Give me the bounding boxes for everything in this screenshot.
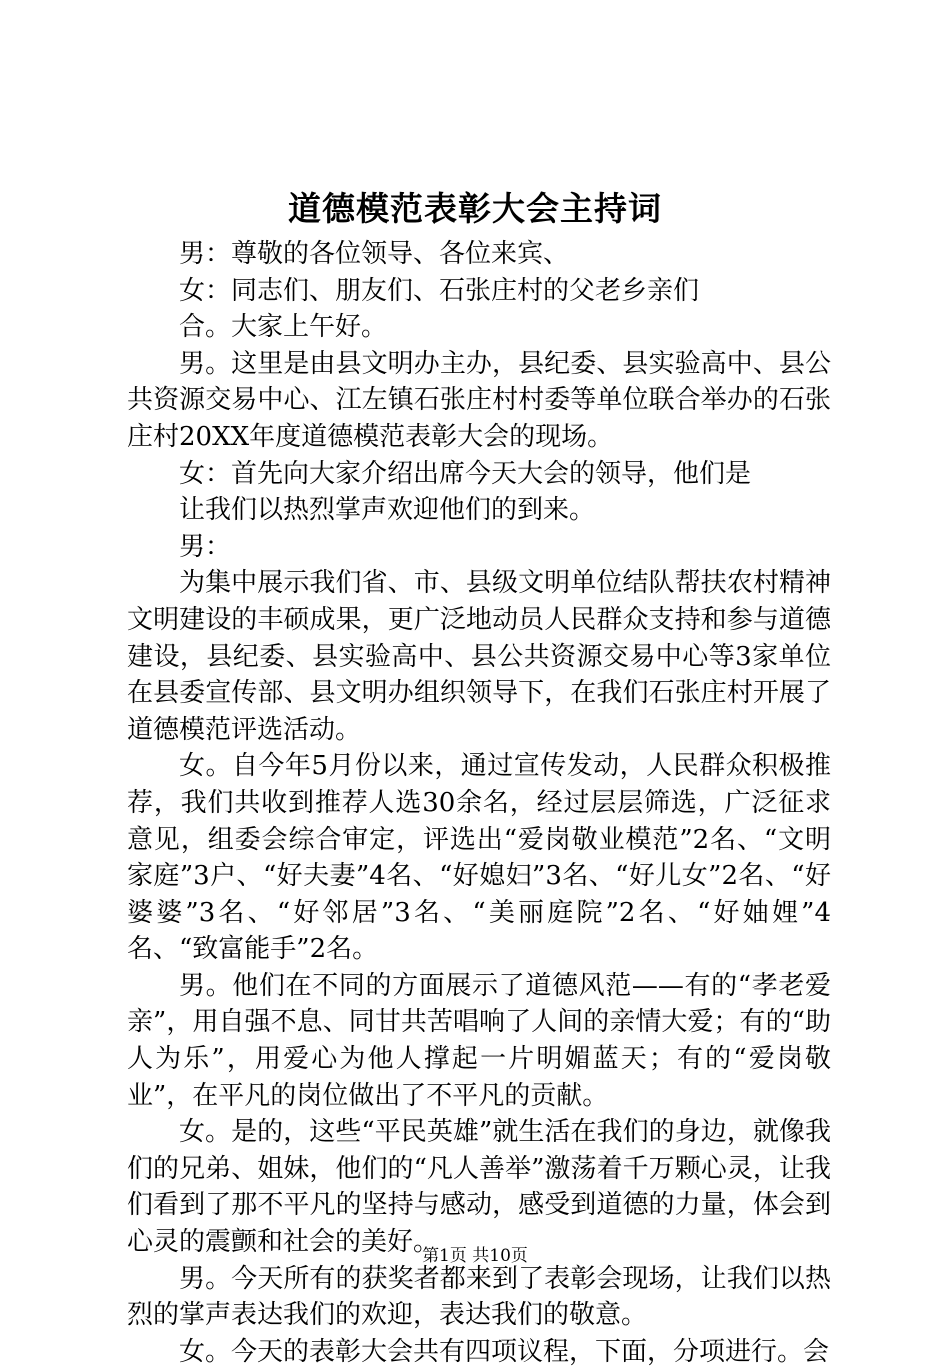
paragraph-11: 女。是的，这些“平民英雄”就生活在我们的身边，就像我们的兄弟、姐妹，他们的“凡人善举”激荡着千万颗心灵，让我们看到了那不平凡的坚持与感动，感受到道德的力量，体会到心灵的震颤和社会的美好。	[127, 1117, 831, 1258]
paragraph-1: 男：尊敬的各位领导、各位来宾、	[179, 239, 570, 269]
document-body	[127, 236, 831, 1370]
paragraph-3: 合。大家上午好。	[179, 312, 388, 343]
page-footer: 第1页 共10页	[422, 1246, 528, 1266]
paragraph-5: 女：首先向大家介绍出席今天大会的领导，他们是	[179, 458, 752, 489]
paragraph-7: 男：	[179, 531, 232, 562]
paragraph-4: 男。这里是由县文明办主办，县纪委、县实验高中、县公共资源交易中心、江左镇石张庄村村委等单位联合举办的石张庄村20XX年度道德模范表彰大会的现场。	[127, 348, 831, 452]
paragraph-13: 女。今天的表彰大会共有四项议程，下面，分项进行。会	[179, 1336, 830, 1367]
paragraph-2: 女：同志们、朋友们、石张庄村的父老乡亲们	[179, 275, 700, 306]
paragraph-12: 男。今天所有的获奖者都来到了表彰会现场，让我们以热烈的掌声表达我们的欢迎，表达我们的敬意。	[127, 1263, 831, 1331]
paragraph-9: 女。自今年5月份以来，通过宣传发动，人民群众积极推荐，我们共收到推荐人选30余名，经过层层筛选，广泛征求意见，组委会综合审定，评选出“爱岗敬业模范”2名、“文明家庭”3户、“好夫妻”4名、“好媳妇”3名、“好儿女”2名、“好婆婆”3名、“好邻居”3名、“美丽庭院”2名、“好妯娌”4名、“致富能手”2名。	[127, 751, 831, 965]
paragraph-8: 为集中展示我们省、市、县级文明单位结队帮扶农村精神文明建设的丰硕成果，更广泛地动员人民群众支持和参与道德建设，县纪委、县实验高中、县公共资源交易中心等3家单位在县委宣传部、县文明办组织领导下，在我们石张庄村开展了道德模范评选活动。	[127, 568, 831, 745]
document-title: 道德模范表彰大会主持词	[288, 189, 662, 228]
paragraph-10: 男。他们在不同的方面展示了道德风范——有的“孝老爱亲”，用自强不息、同甘共苦唱响了人间的亲情大爱；有的“助人为乐”，用爱心为他人撑起一片明媚蓝天；有的“爱岗敬业”，在平凡的岗位做出了不平凡的贡献。	[127, 970, 831, 1111]
paragraph-6: 让我们以热烈掌声欢迎他们的到来。	[179, 495, 596, 526]
